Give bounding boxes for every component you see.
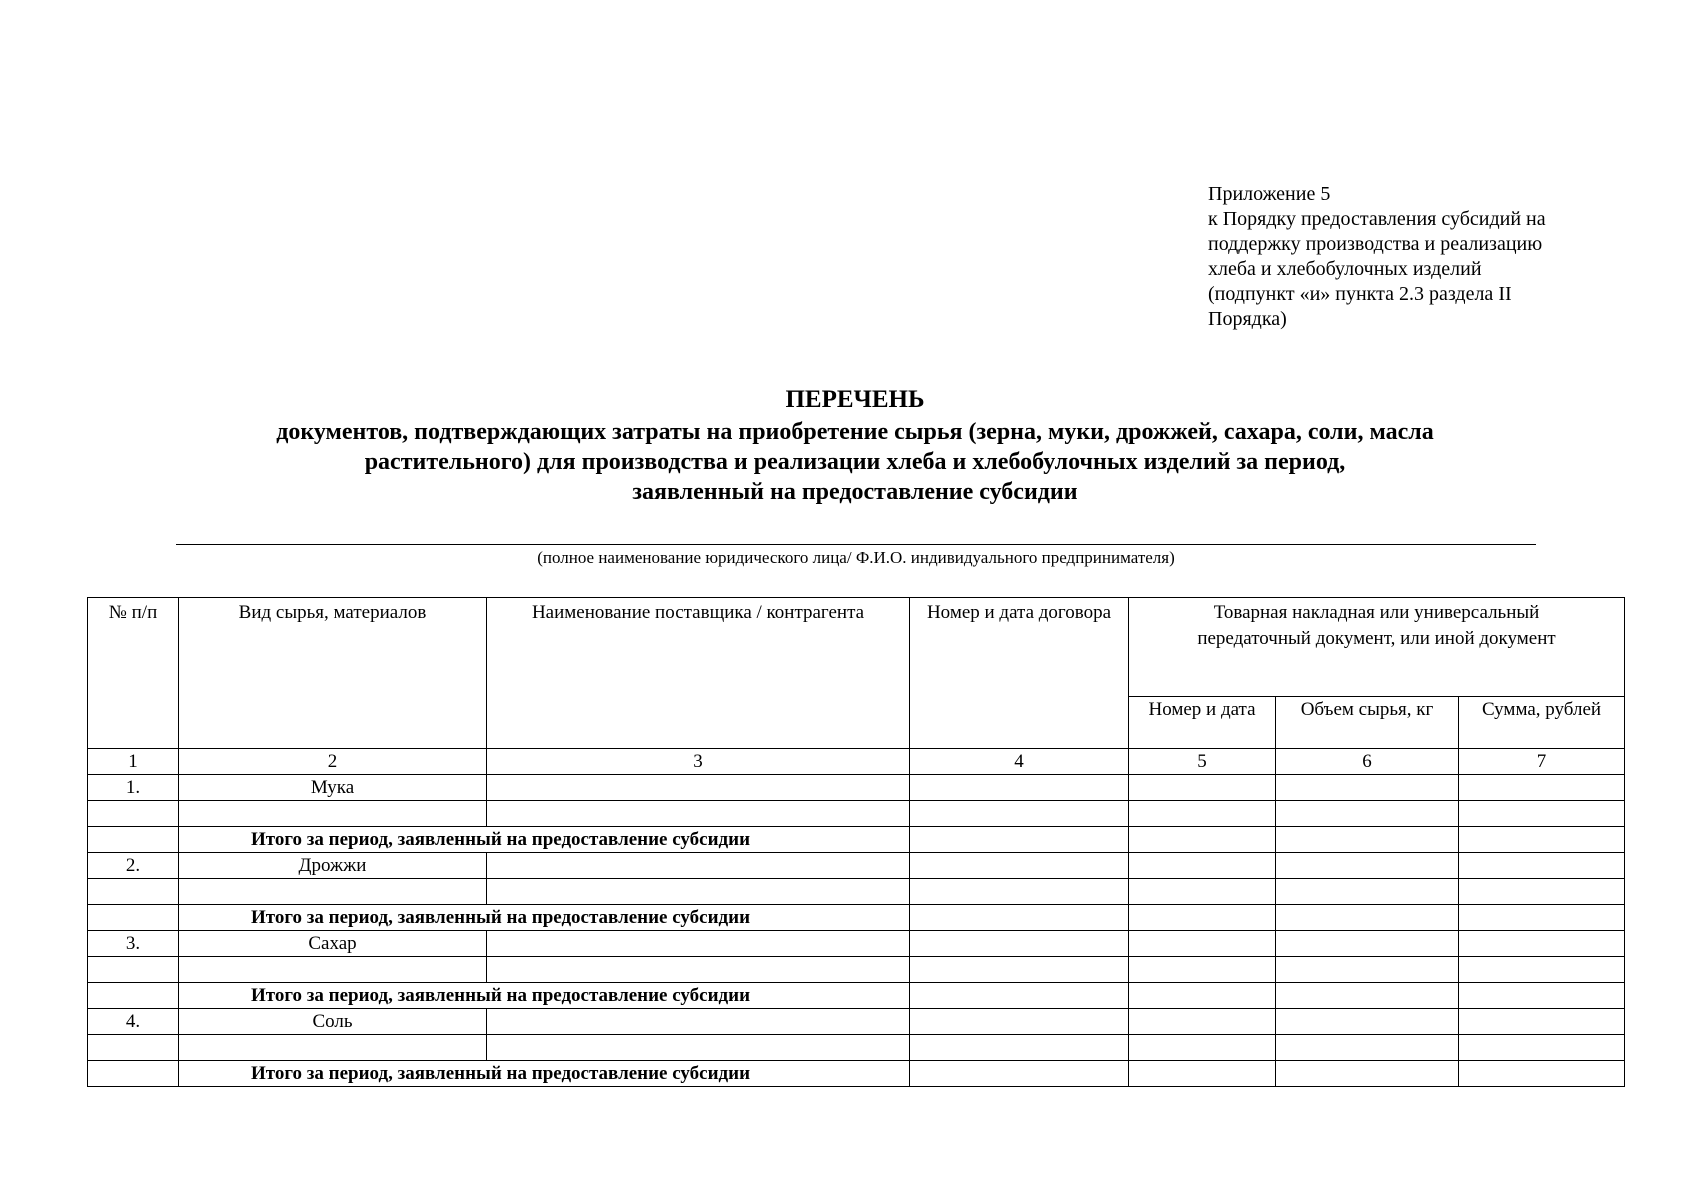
cell-num[interactable] bbox=[88, 879, 179, 905]
column-number: 5 bbox=[1129, 749, 1276, 775]
cell-invoice-num[interactable] bbox=[1129, 827, 1276, 853]
column-number-row bbox=[88, 749, 1625, 775]
cell-sum[interactable] bbox=[1459, 957, 1625, 983]
cell-volume[interactable] bbox=[1276, 1035, 1459, 1061]
cell-contract[interactable] bbox=[910, 1061, 1129, 1087]
cell-sum[interactable] bbox=[1459, 879, 1625, 905]
cell-invoice-num[interactable] bbox=[1129, 905, 1276, 931]
cell-material[interactable] bbox=[179, 1035, 487, 1061]
cell-invoice-num[interactable] bbox=[1129, 801, 1276, 827]
cell-invoice-num[interactable] bbox=[1129, 957, 1276, 983]
total-row bbox=[88, 983, 1625, 1009]
cell-contract[interactable] bbox=[910, 775, 1129, 801]
cell-num[interactable] bbox=[88, 801, 179, 827]
cell-contract[interactable] bbox=[910, 983, 1129, 1009]
cell-num bbox=[88, 1061, 179, 1087]
header-invoice-group: Товарная накладная или универсальный передаточный документ, или иной документ bbox=[1129, 598, 1625, 697]
cell-invoice-num[interactable] bbox=[1129, 983, 1276, 1009]
total-row bbox=[88, 1061, 1625, 1087]
cell-contract[interactable] bbox=[910, 879, 1129, 905]
appendix-line: поддержку производства и реализацию bbox=[1208, 233, 1543, 255]
cell-num[interactable] bbox=[88, 1035, 179, 1061]
header-contract: Номер и дата договора bbox=[910, 598, 1129, 749]
cell-volume[interactable] bbox=[1276, 983, 1459, 1009]
cell-supplier[interactable] bbox=[487, 957, 910, 983]
cell-invoice-num[interactable] bbox=[1129, 931, 1276, 957]
org-name-line bbox=[176, 544, 1536, 545]
cell-sum[interactable] bbox=[1459, 1009, 1625, 1035]
cell-invoice-num[interactable] bbox=[1129, 1009, 1276, 1035]
cell-num bbox=[88, 983, 179, 1009]
appendix-line: Приложение 5 bbox=[1208, 183, 1331, 205]
appendix-line: к Порядку предоставления субсидий на bbox=[1208, 208, 1546, 230]
org-name-caption: (полное наименование юридического лица/ Ф.И.О. индивидуального предпринимателя) bbox=[537, 548, 1175, 567]
row-material: Дрожжи bbox=[179, 853, 487, 879]
total-label: Итого за период, заявленный на предоставление субсидии bbox=[179, 983, 910, 1009]
table-row bbox=[88, 1009, 1625, 1035]
row-number: 2. bbox=[88, 853, 179, 879]
cell-invoice-num[interactable] bbox=[1129, 1061, 1276, 1087]
cell-material[interactable] bbox=[179, 957, 487, 983]
title-line: документов, подтверждающих затраты на приобретение сырья (зерна, муки, дрожжей, сахара, соли, масла bbox=[276, 419, 1434, 445]
header-num: № п/п bbox=[88, 598, 179, 749]
title-main: ПЕРЕЧЕНЬ bbox=[785, 386, 925, 413]
table-row bbox=[88, 1035, 1625, 1061]
table-row bbox=[88, 853, 1625, 879]
column-number: 1 bbox=[88, 749, 179, 775]
table-row bbox=[88, 957, 1625, 983]
cell-supplier[interactable] bbox=[487, 879, 910, 905]
cell-volume[interactable] bbox=[1276, 905, 1459, 931]
cell-contract[interactable] bbox=[910, 853, 1129, 879]
cell-invoice-num[interactable] bbox=[1129, 879, 1276, 905]
appendix-note bbox=[1208, 182, 1628, 332]
column-number: 7 bbox=[1459, 749, 1625, 775]
header-volume: Объем сырья, кг bbox=[1276, 697, 1459, 749]
cell-sum[interactable] bbox=[1459, 853, 1625, 879]
column-number: 3 bbox=[487, 749, 910, 775]
cell-contract[interactable] bbox=[910, 1009, 1129, 1035]
row-material: Мука bbox=[179, 775, 487, 801]
cell-contract[interactable] bbox=[910, 1035, 1129, 1061]
cell-contract[interactable] bbox=[910, 905, 1129, 931]
cell-material[interactable] bbox=[179, 879, 487, 905]
cell-supplier[interactable] bbox=[487, 1009, 910, 1035]
cell-sum[interactable] bbox=[1459, 1061, 1625, 1087]
table-row bbox=[88, 775, 1625, 801]
cell-volume[interactable] bbox=[1276, 1061, 1459, 1087]
cell-num bbox=[88, 905, 179, 931]
appendix-line: Порядка) bbox=[1208, 308, 1287, 330]
cell-contract[interactable] bbox=[910, 801, 1129, 827]
cell-contract[interactable] bbox=[910, 931, 1129, 957]
cell-supplier[interactable] bbox=[487, 801, 910, 827]
header-supplier: Наименование поставщика / контрагента bbox=[487, 598, 910, 749]
appendix-line: (подпункт «и» пункта 2.3 раздела II bbox=[1208, 283, 1512, 305]
cell-sum[interactable] bbox=[1459, 775, 1625, 801]
header-material: Вид сырья, материалов bbox=[179, 598, 487, 749]
row-number: 3. bbox=[88, 931, 179, 957]
cell-sum[interactable] bbox=[1459, 827, 1625, 853]
row-material: Сахар bbox=[179, 931, 487, 957]
header-sum: Сумма, рублей bbox=[1459, 697, 1625, 749]
header-invoice-num: Номер и дата bbox=[1129, 697, 1276, 749]
cell-material[interactable] bbox=[179, 801, 487, 827]
documents-table bbox=[87, 597, 1625, 1087]
cell-supplier[interactable] bbox=[487, 775, 910, 801]
cell-supplier[interactable] bbox=[487, 931, 910, 957]
column-number: 6 bbox=[1276, 749, 1459, 775]
cell-volume[interactable] bbox=[1276, 957, 1459, 983]
total-row bbox=[88, 827, 1625, 853]
cell-num[interactable] bbox=[88, 957, 179, 983]
cell-sum[interactable] bbox=[1459, 931, 1625, 957]
cell-invoice-num[interactable] bbox=[1129, 853, 1276, 879]
cell-volume[interactable] bbox=[1276, 931, 1459, 957]
cell-volume[interactable] bbox=[1276, 1009, 1459, 1035]
table-row bbox=[88, 801, 1625, 827]
document-title bbox=[0, 385, 1696, 507]
cell-volume[interactable] bbox=[1276, 853, 1459, 879]
header-row bbox=[88, 598, 1625, 697]
cell-sum[interactable] bbox=[1459, 801, 1625, 827]
total-label: Итого за период, заявленный на предоставление субсидии bbox=[179, 827, 910, 853]
column-number: 2 bbox=[179, 749, 487, 775]
table-row bbox=[88, 879, 1625, 905]
total-label: Итого за период, заявленный на предоставление субсидии bbox=[179, 1061, 910, 1087]
cell-volume[interactable] bbox=[1276, 775, 1459, 801]
cell-sum[interactable] bbox=[1459, 905, 1625, 931]
row-material: Соль bbox=[179, 1009, 487, 1035]
total-label: Итого за период, заявленный на предоставление субсидии bbox=[179, 905, 910, 931]
cell-supplier[interactable] bbox=[487, 853, 910, 879]
cell-sum[interactable] bbox=[1459, 983, 1625, 1009]
row-number: 1. bbox=[88, 775, 179, 801]
cell-supplier[interactable] bbox=[487, 1035, 910, 1061]
title-line: растительного) для производства и реализации хлеба и хлебобулочных изделий за период, bbox=[364, 449, 1346, 475]
cell-invoice-num[interactable] bbox=[1129, 775, 1276, 801]
cell-invoice-num[interactable] bbox=[1129, 1035, 1276, 1061]
column-number: 4 bbox=[910, 749, 1129, 775]
table-row bbox=[88, 931, 1625, 957]
title-line: заявленный на предоставление субсидии bbox=[632, 479, 1078, 505]
cell-sum[interactable] bbox=[1459, 1035, 1625, 1061]
cell-volume[interactable] bbox=[1276, 827, 1459, 853]
total-row bbox=[88, 905, 1625, 931]
appendix-line: хлеба и хлебобулочных изделий bbox=[1208, 258, 1482, 280]
cell-contract[interactable] bbox=[910, 827, 1129, 853]
cell-contract[interactable] bbox=[910, 957, 1129, 983]
cell-volume[interactable] bbox=[1276, 879, 1459, 905]
cell-volume[interactable] bbox=[1276, 801, 1459, 827]
row-number: 4. bbox=[88, 1009, 179, 1035]
cell-num bbox=[88, 827, 179, 853]
